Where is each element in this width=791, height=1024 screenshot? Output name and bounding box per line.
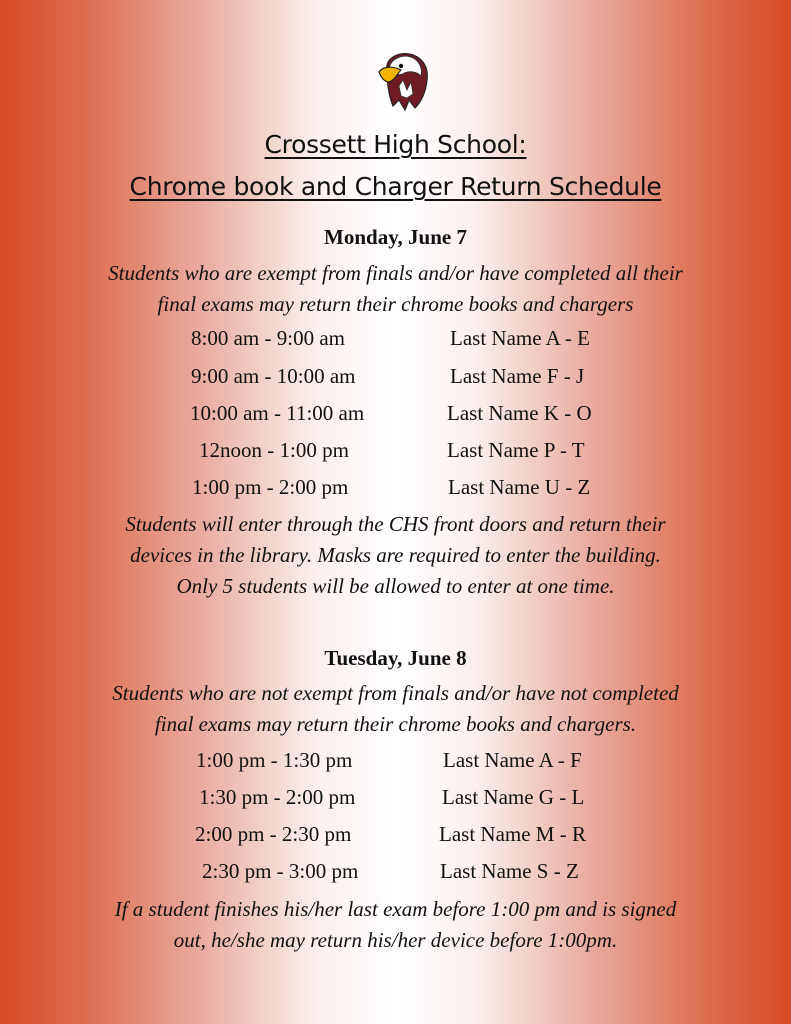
monday-notes	[40, 509, 751, 602]
schedule-names: Last Name K - O	[447, 401, 592, 425]
page-title-line-1: Crossett High School:	[264, 130, 527, 159]
monday-note-line: devices in the library. Masks are required to enter the building.	[130, 543, 661, 567]
schedule-names: Last Name G - L	[442, 785, 585, 809]
schedule-time: 1:00 pm - 2:00 pm	[192, 475, 349, 499]
schedule-names: Last Name M - R	[439, 822, 586, 846]
page-title-line-2: Chrome book and Charger Return Schedule	[129, 172, 662, 201]
tuesday-intro-line: final exams may return their chrome books and chargers.	[154, 712, 637, 736]
tuesday-intro-line: Students who are not exempt from finals and/or have not completed	[112, 681, 679, 705]
schedule-time: 8:00 am - 9:00 am	[191, 326, 345, 350]
schedule-time: 12noon - 1:00 pm	[199, 438, 349, 462]
tuesday-heading: Tuesday, June 8	[324, 646, 467, 670]
schedule-time: 9:00 am - 10:00 am	[191, 364, 356, 388]
tuesday-note-line: out, he/she may return his/her device before 1:00pm.	[173, 928, 618, 952]
schedule-names: Last Name A - F	[443, 748, 582, 772]
schedule-names: Last Name S - Z	[440, 859, 579, 883]
schedule-time: 1:00 pm - 1:30 pm	[196, 748, 353, 772]
schedule-time: 2:00 pm - 2:30 pm	[195, 822, 352, 846]
monday-note-line: Only 5 students will be allowed to enter at one time.	[176, 574, 615, 598]
schedule-names: Last Name A - E	[450, 326, 590, 350]
schedule-time: 1:30 pm - 2:00 pm	[199, 785, 356, 809]
eagle-head-icon	[377, 50, 431, 112]
schedule-names: Last Name P - T	[447, 438, 585, 462]
monday-note-line: Students will enter through the CHS front doors and return their	[125, 512, 666, 536]
monday-heading: Monday, June 7	[324, 225, 467, 249]
schedule-names: Last Name U - Z	[448, 475, 591, 499]
schedule-time: 10:00 am - 11:00 am	[190, 401, 365, 425]
schedule-names: Last Name F - J	[450, 364, 585, 388]
schedule-time: 2:30 pm - 3:00 pm	[202, 859, 359, 883]
tuesday-note-line: If a student finishes his/her last exam before 1:00 pm and is signed	[114, 897, 677, 921]
tuesday-notes	[40, 894, 751, 956]
tuesday-intro	[40, 678, 751, 740]
monday-intro-line: final exams may return their chrome books and chargers	[157, 292, 634, 316]
monday-intro-line: Students who are exempt from finals and/or have completed all their	[108, 261, 683, 285]
monday-intro	[40, 258, 751, 320]
